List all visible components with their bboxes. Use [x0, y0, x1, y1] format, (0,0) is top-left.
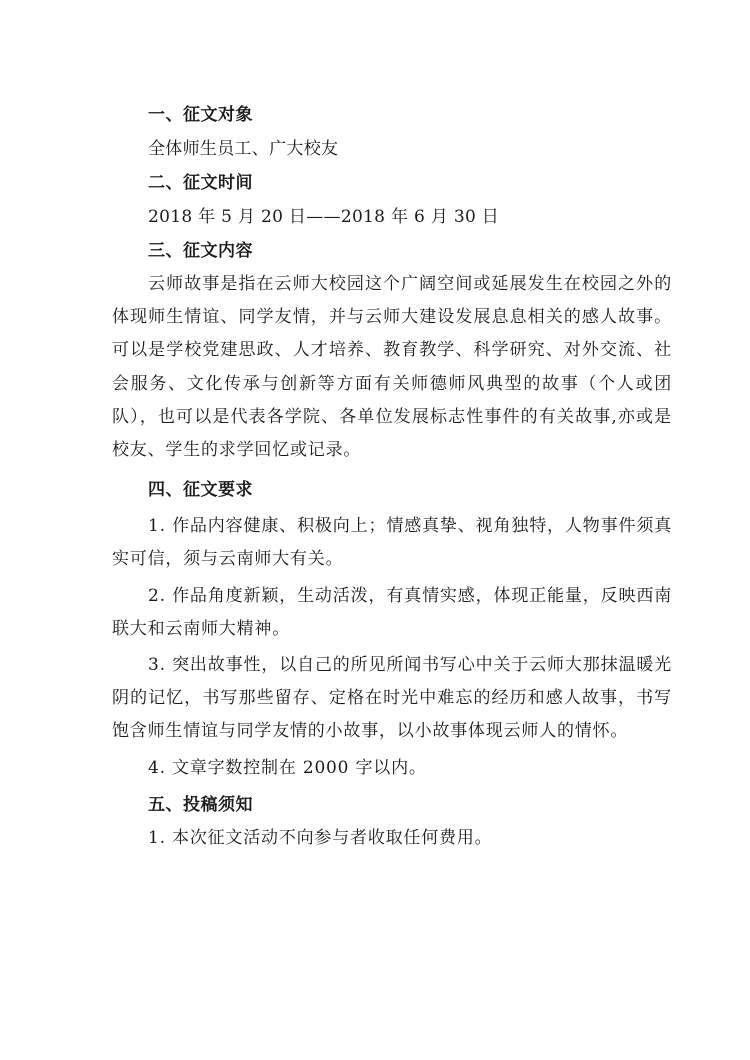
section-heading-content: 三、征文内容 [148, 241, 253, 261]
content-paragraph: 云师故事是指在云师大校园这个广阔空间或延展发生在校园之外的体现师生情谊、同学友情，并与云师大建设发展息息相关的感人故事。可以是学校党建思政、人才培养、教育教学、科学研究、对外交流、社会服务、文化传承与创新等方面有关师德师风典型的故事（个人或团队），也可以是代表各学院、各单位发展标志性事件的有关故事,亦或是校友、学生的求学回忆或记录。 [112, 274, 672, 461]
target-text: 全体师生员工、广大校友 [148, 139, 339, 159]
requirement-3: 3. 突出故事性，以自己的所见所闻书写心中关于云师大那抹温暖光阴的记忆，书写那些留存、定格在时光中难忘的经历和感人故事，书写饱含师生情谊与同学友情的小故事，以小故事体现云师人的情怀。 [112, 655, 672, 742]
section-heading-submission: 五、投稿须知 [148, 794, 253, 815]
section-heading-requirements: 四、征文要求 [148, 480, 253, 501]
submission-1: 1. 本次征文活动不向参与者收取任何费用。 [148, 827, 493, 848]
document-body [112, 98, 672, 855]
section-heading-target: 一、征文对象 [148, 105, 253, 125]
time-text: 2018 年 5 月 20 日——2018 年 6 月 30 日 [148, 207, 500, 227]
requirement-2: 2. 作品角度新颖，生动活泼，有真情实感，体现正能量，反映西南联大和云南师大精神。 [112, 585, 672, 639]
requirement-1: 1. 作品内容健康、积极向上；情感真挚、视角独特，人物事件须真实可信，须与云南师大有关。 [112, 516, 672, 570]
section-heading-time: 二、征文时间 [148, 173, 253, 193]
requirement-4: 4. 文章字数控制在 2000 字以内。 [148, 757, 427, 778]
